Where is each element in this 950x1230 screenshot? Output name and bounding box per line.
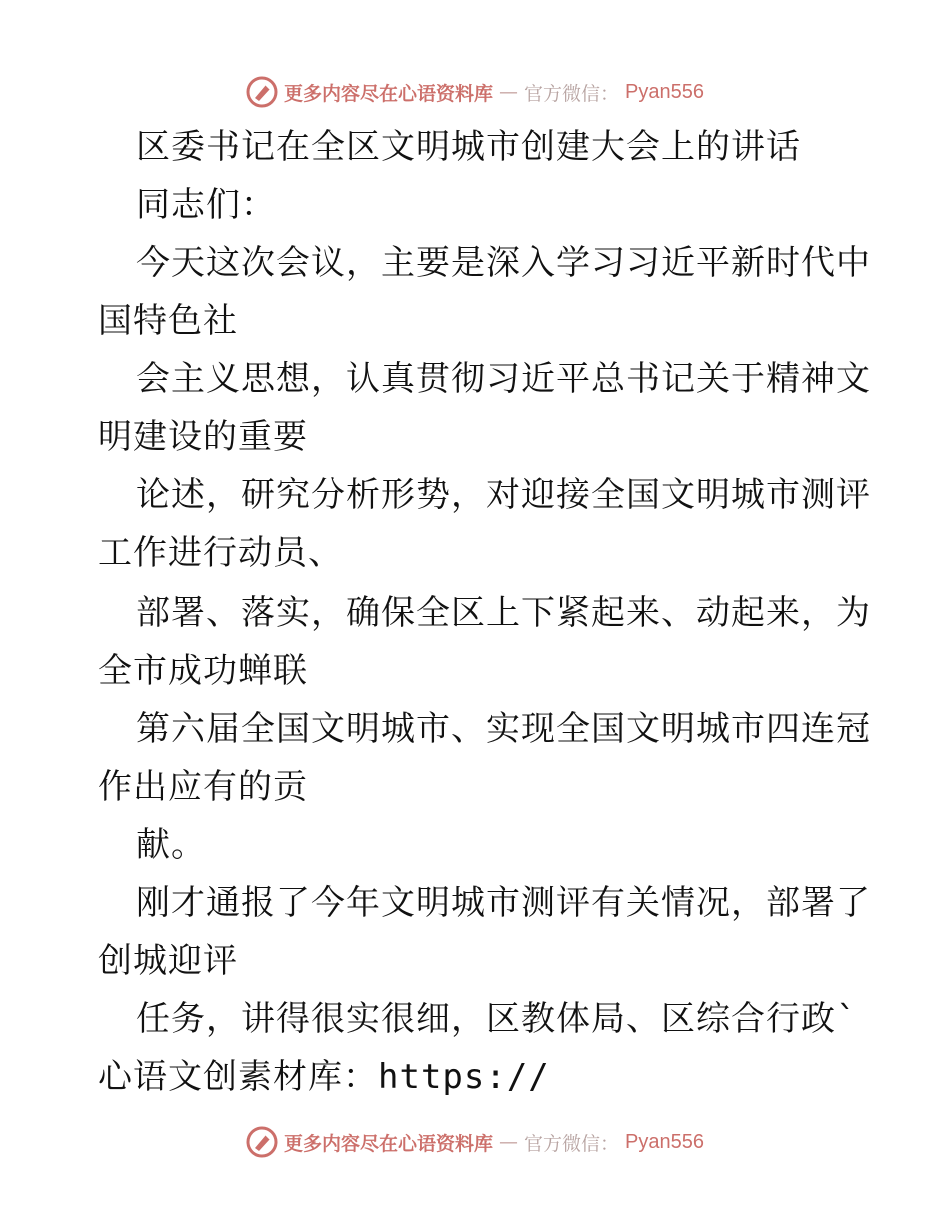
- watermark-label: 官方微信：: [524, 82, 620, 105]
- logo-icon: [246, 76, 278, 108]
- text-line: 国特色社: [98, 301, 238, 341]
- text-line: 全市成功蝉联: [98, 651, 308, 691]
- text-line: 会主义思想，认真贯彻习近平总书记关于精神文: [136, 359, 871, 399]
- watermark-brand: 更多内容尽在心语资料库: [284, 82, 494, 105]
- text-line: 作出应有的贡: [98, 767, 308, 807]
- header-watermark: [0, 72, 950, 112]
- watermark-dash: —: [499, 1131, 519, 1153]
- watermark-id: Pyan556: [625, 1130, 704, 1153]
- text-line: 今天这次会议，主要是深入学习习近平新时代中: [136, 243, 871, 283]
- logo-icon: [246, 1126, 278, 1158]
- text-line: 明建设的重要: [98, 417, 308, 457]
- document-title: 区委书记在全区文明城市创建大会上的讲话: [136, 127, 801, 167]
- text-line: 第六届全国文明城市、实现全国文明城市四连冠: [136, 709, 871, 749]
- text-line: 论述，研究分析形势，对迎接全国文明城市测评: [136, 475, 871, 515]
- text-line: 献。: [136, 825, 206, 865]
- text-line: 刚才通报了今年文明城市测评有关情况，部署了: [136, 883, 871, 923]
- text-line: 部署、落实，确保全区上下紧起来、动起来，为: [136, 593, 871, 633]
- text-line: 创城迎评: [98, 941, 238, 981]
- footer-watermark: [0, 1122, 950, 1162]
- text-line: 同志们：: [136, 185, 276, 225]
- watermark-label: 官方微信：: [524, 1132, 620, 1155]
- watermark-dash: —: [499, 81, 519, 103]
- text-line: 任务，讲得很实很细，区教体局、区综合行政`: [136, 999, 858, 1039]
- text-line: 心语文创素材库：https://: [98, 1057, 550, 1097]
- text-line: 工作进行动员、: [98, 533, 343, 573]
- watermark-brand: 更多内容尽在心语资料库: [284, 1132, 494, 1155]
- watermark-id: Pyan556: [625, 80, 704, 103]
